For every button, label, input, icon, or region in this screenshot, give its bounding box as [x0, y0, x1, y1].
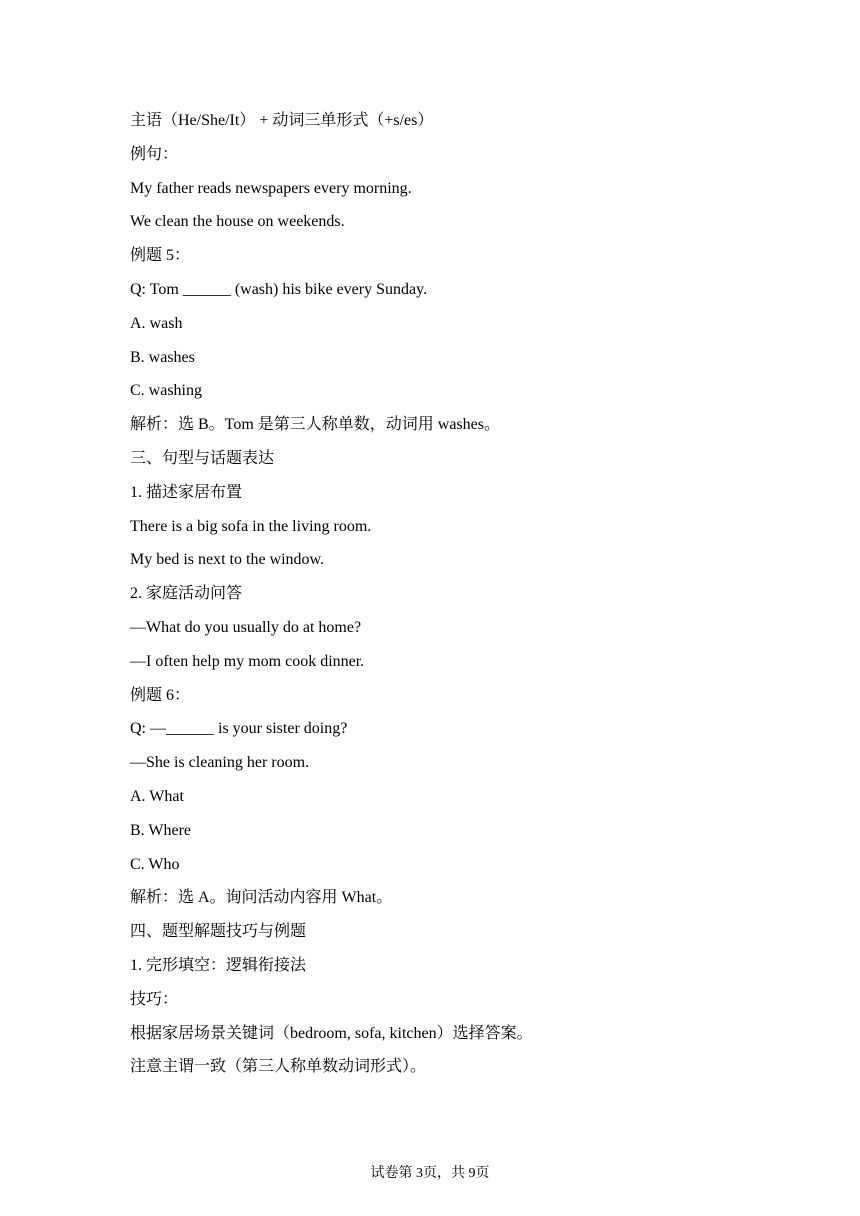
section-heading: 四、题型解题技巧与例题 [130, 923, 307, 941]
text-line: 例题 5： [130, 247, 191, 265]
text-line: Q: —______ is your sister doing? [130, 720, 348, 738]
text-line: Q: Tom ______ (wash) his bike every Sunday. [130, 280, 428, 298]
text-line: 例题 6： [130, 686, 191, 704]
text-line: 主语（He/She/It） + 动词三单形式（+s/es） [130, 112, 434, 129]
text-line: 1. 完形填空：逻辑衔接法 [130, 956, 307, 974]
text-line: —She is cleaning her room. [130, 754, 310, 772]
document-body [130, 104, 750, 1084]
text-line: There is a big sofa in the living room. [130, 517, 372, 535]
section-heading: 三、句型与话题表达 [130, 449, 275, 467]
text-line: 注意主谓一致（第三人称单数动词形式）。 [130, 1058, 427, 1076]
text-line: C. Who [130, 855, 180, 873]
text-line: We clean the house on weekends. [130, 213, 345, 231]
text-line: —I often help my mom cook dinner. [130, 652, 365, 670]
text-line: 2. 家庭活动问答 [130, 585, 243, 603]
text-line: —What do you usually do at home? [130, 618, 362, 636]
text-line: B. washes [130, 348, 195, 366]
text-line: 技巧： [130, 990, 179, 1008]
text-line: B. Where [130, 821, 192, 839]
text-line: 解析：选 B。Tom 是第三人称单数，动词用 washes。 [130, 416, 500, 434]
text-line: A. wash [130, 314, 183, 332]
text-line: 根据家居场景关键词（bedroom, sofa, kitchen）选择答案。 [130, 1024, 533, 1042]
text-line: 解析：选 A。询问活动内容用 What。 [130, 889, 393, 907]
text-line: 例句： [130, 145, 179, 163]
text-line: My bed is next to the window. [130, 551, 325, 569]
page-footer: 试卷第 3页，共 9页 [370, 1166, 490, 1181]
text-line: C. washing [130, 382, 202, 400]
text-line: My father reads newspapers every morning. [130, 179, 412, 197]
text-line: A. What [130, 787, 184, 805]
text-line: 1. 描述家居布置 [130, 483, 243, 501]
